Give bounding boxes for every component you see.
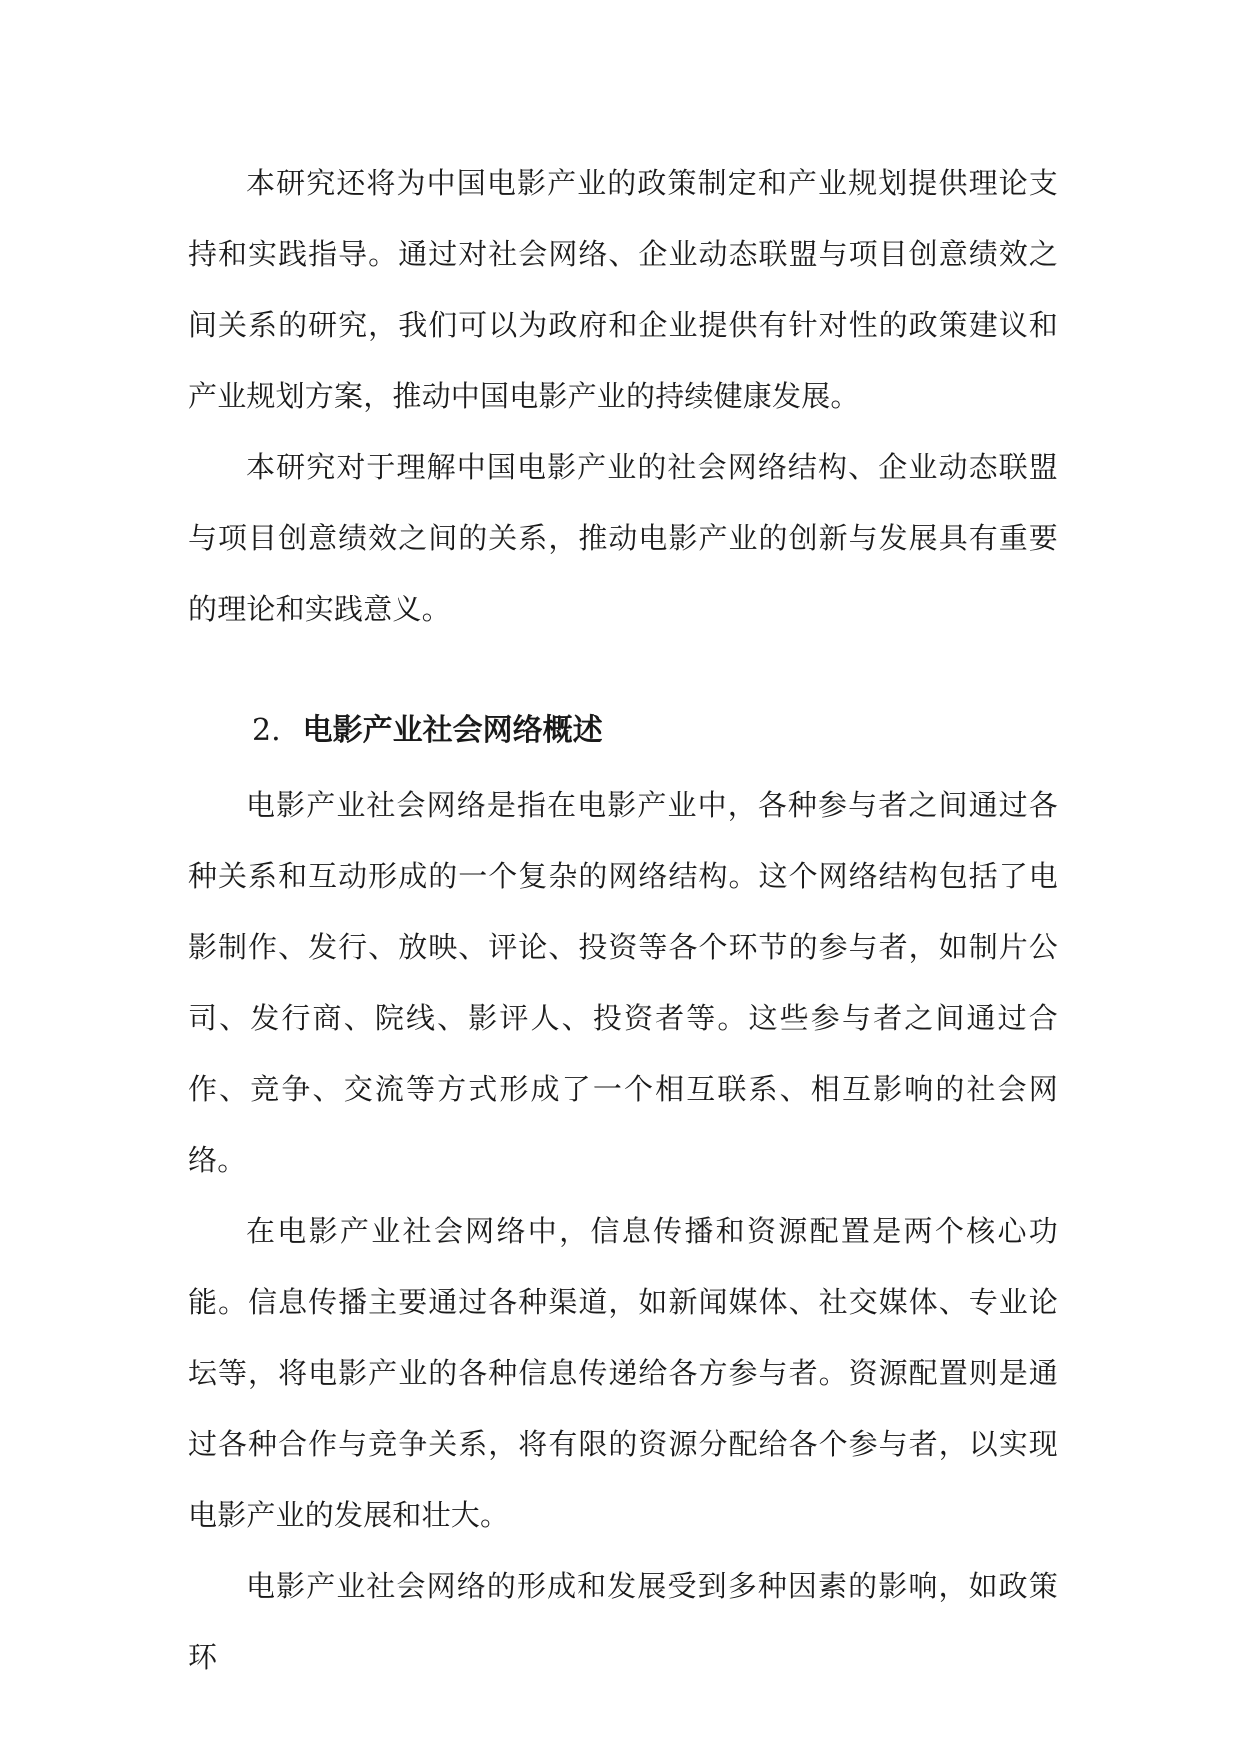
document-body (188, 148, 1058, 1693)
body-paragraph: 本研究对于理解中国电影产业的社会网络结构、企业动态联盟与项目创意绩效之间的关系，推动电影产业的创新与发展具有重要的理论和实践意义。 (188, 450, 1058, 626)
body-paragraph: 在电影产业社会网络中，信息传播和资源配置是两个核心功能。信息传播主要通过各种渠道，如新闻媒体、社交媒体、专业论坛等，将电影产业的各种信息传递给各方参与者。资源配置则是通过各种合作与竞争关系，将有限的资源分配给各个参与者，以实现电影产业的发展和壮大。 (188, 1214, 1058, 1532)
body-paragraph: 电影产业社会网络是指在电影产业中，各种参与者之间通过各种关系和互动形成的一个复杂的网络结构。这个网络结构包括了电影制作、发行、放映、评论、投资等各个环节的参与者，如制片公司、发行商、院线、影评人、投资者等。这些参与者之间通过合作、竞争、交流等方式形成了一个相互联系、相互影响的社会网络。 (188, 788, 1058, 1177)
body-paragraph: 本研究还将为中国电影产业的政策制定和产业规划提供理论支持和实践指导。通过对社会网络、企业动态联盟与项目创意绩效之间关系的研究，我们可以为政府和企业提供有针对性的政策建议和产业规划方案，推动中国电影产业的持续健康发展。 (188, 166, 1058, 413)
section-number: 2. (252, 713, 281, 748)
body-paragraph: 电影产业社会网络的形成和发展受到多种因素的影响，如政策环 (188, 1569, 1058, 1674)
section-heading (188, 695, 1058, 766)
section-title: 电影产业社会网络概述 (302, 713, 603, 748)
